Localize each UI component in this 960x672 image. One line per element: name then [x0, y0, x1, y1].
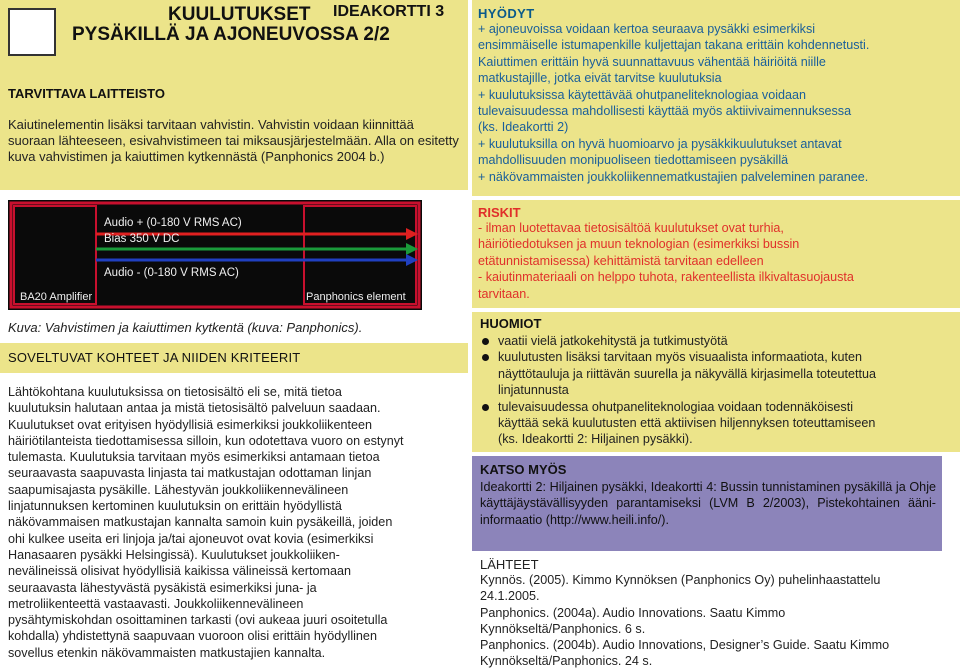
criteria-line: metroliikenteettä vastaavasti. Joukkoliikennevälineen: [8, 596, 304, 611]
criteria-line: pysähtymiskohdan osoittaminen tarkasti (ovi aukeaa juuri osoitetulla: [8, 613, 388, 628]
amplifier-connection-diagram: [8, 200, 422, 310]
equipment-heading: TARVITTAVA LAITTEISTO: [8, 86, 165, 101]
label-amplifier: BA20 Amplifier: [20, 291, 93, 303]
criteria-heading: SOVELTUVAT KOHTEET JA NIIDEN KRITEERIT: [8, 350, 301, 365]
list-item: [480, 349, 954, 398]
label-element: Panphonics element: [306, 291, 406, 303]
reference-line: Kynnökseltä/Panphonics. 24 s.: [480, 654, 653, 669]
criteria-line: seuraavasta saapuvasta linjasta tai matkustajan odottaman linjan: [8, 466, 372, 481]
criteria-line: ohi kulkee useita eri linjoja ja/tai ajoneuvot ovat kovia (esimerkiksi: [8, 531, 374, 546]
benefits-heading: HYÖDYT: [478, 6, 535, 21]
benefits-line: + näkövammaisten joukkoliikennematkustajien palveleminen paranee.: [478, 169, 869, 184]
reference-line: Panphonics. (2004a). Audio Innovations. Saatu Kimmo: [480, 605, 786, 620]
criteria-heading-panel: [0, 343, 468, 373]
criteria-line: sovellus etenkin näkövammaisten matkustajien kannalta.: [8, 645, 326, 660]
benefits-line: matkustajille, jotka eivät tarvitse kuulutuksia: [478, 71, 722, 86]
bullet-icon: [482, 404, 489, 411]
criteria-line: Hanasaaren pysäkki Helsingissä). Kuulutukset joukkoliiken-: [8, 547, 340, 562]
note-line: tulevaisuudessa ohutpaneliteknologiaa voidaan todennäköisesti: [498, 399, 853, 414]
criteria-text: [8, 384, 470, 661]
reference-line: Kynnökseltä/Panphonics. 6 s.: [480, 621, 646, 636]
benefits-line: ensimmäiselle istumapenkille kuljettajan takana erittäin kohdennetusti.: [478, 38, 870, 53]
benefits-line: mahdollisuuden monipuoliseen tiedottamiseen pysäkillä: [478, 153, 789, 168]
risks-line: häiriötiedotuksen ja muun teknologian (esimerkiksi bussin: [478, 237, 800, 252]
notes-heading: HUOMIOT: [480, 316, 542, 331]
criteria-line: näkövammaisen matkustajan kannalta samoin kuin pysäkeillä, joiden: [8, 515, 393, 530]
see-also-section: [472, 456, 942, 551]
note-line: kuulutusten lisäksi tarvitaan myös visuaalista informaatiota, kuten: [498, 350, 862, 365]
benefits-line: tulevaisuudessa mahdollisesti käyttää myös aktiivivaimennuksessa: [478, 104, 852, 119]
benefits-line: + kuulutuksissa käytettävää ohutpaneliteknologiaa voidaan: [478, 87, 807, 102]
risks-section: [472, 200, 960, 308]
benefits-line: + ajoneuvoissa voidaan kertoa seuraava pysäkki esimerkiksi: [478, 22, 816, 36]
notes-list: [480, 333, 954, 448]
references-section: [480, 557, 960, 670]
benefits-line: Kaiuttimen erittäin hyvä suunnattavuus vähentää häiriöitä niille: [478, 54, 826, 69]
risks-line: - kaiutinmateriaali on helppo tuhota, rakenteellista ilkivaltasuojausta: [478, 270, 854, 285]
benefits-line: + kuulutuksilla on hyvä huomioarvo ja pysäkkikuulutukset antavat: [478, 136, 842, 151]
note-line: käyttää sekä kuulutusten että aktiivisen hiljennyksen toteuttamiseen: [498, 416, 876, 431]
note-line: linjatunnusta: [498, 383, 569, 398]
benefits-line: (ks. Ideakortti 2): [478, 120, 569, 135]
risks-line: tarvitaan.: [478, 286, 530, 301]
title-logo-square: [8, 8, 56, 56]
reference-line: Kynnös. (2005). Kimmo Kynnöksen (Panphonics Oy) puhelinhaastattelu: [480, 573, 881, 587]
equipment-section: [0, 64, 468, 190]
idea-card-label: IDEAKORTTI 3: [333, 3, 445, 20]
figure-caption: Kuva: Vahvistimen ja kaiuttimen kytkentä (kuva: Panphonics).: [8, 320, 363, 335]
list-item: [480, 333, 954, 349]
bullet-icon: [482, 338, 489, 345]
criteria-line: tulemasta. Kuulutuksia tarvitaan myös esimerkiksi antamaan tietoa: [8, 450, 380, 465]
criteria-line: saapumisajasta pysäkille. Lähestyvän joukkoliikennevälineen: [8, 482, 349, 497]
criteria-line: seuraavasta lähestyvästä pysäkistä esimerkiksi juna- ja: [8, 580, 317, 595]
criteria-line: häiriötilanteista tiedottamisessa silloin, kun odotettava vuoro on estynyt: [8, 433, 404, 448]
list-item: [480, 399, 954, 448]
bullet-icon: [482, 354, 489, 361]
risks-line: etätunnistamisessa) kehittämistä tarvitaan edelleen: [478, 253, 764, 268]
references-heading: LÄHTEET: [480, 557, 539, 572]
risks-line: - ilman luotettavaa tietosisältöä kuulutukset ovat turhia,: [478, 221, 784, 235]
criteria-line: kuulutuksin halutaan antaa ja mistä tietosisältö palveluun saadaan.: [8, 401, 381, 416]
benefits-section: [472, 0, 960, 196]
see-also-text: Ideakortti 2: Hiljainen pysäkki, Ideakortti 4: Bussin tunnistaminen pysäkillä ja Ohje käyttäjäystävällisyyden parantamiseksi (LVM B 2/2003), Pistekohtainen ääni-informaatio (http://www.heili.info/).: [480, 480, 936, 527]
reference-line: 24.1.2005.: [480, 589, 540, 604]
notes-section: [472, 312, 960, 452]
criteria-line: nevälineissä olisivat hyödyllisiä kaikissa välineissä kertomaan: [8, 564, 351, 579]
page-title-line2: PYSÄKILLÄ JA AJONEUVOSSA 2/2: [72, 24, 390, 45]
page-title-line1: KUULUTUKSET: [168, 4, 311, 25]
label-audio-minus: Audio - (0-180 V RMS AC): [104, 267, 239, 279]
criteria-line: linjatunnuksen kertominen kuulutuksin on erittäin hyödyllistä: [8, 499, 342, 514]
see-also-heading: KATSO MYÖS: [480, 462, 567, 477]
note-line: näyttötauluja ja riittävän suurella ja näkyvällä kirjasimella toteutettua: [498, 366, 877, 381]
reference-line: Panphonics. (2004b). Audio Innovations, Designer’s Guide. Saatu Kimmo: [480, 638, 890, 653]
risks-heading: RISKIT: [478, 205, 521, 220]
criteria-line: kohdalla) yhdistettynä saapuvaan vuoroon olisi erittäin hyödyllinen: [8, 629, 377, 644]
note-line: vaatii vielä jatkokehitystä ja tutkimustyötä: [498, 334, 728, 348]
criteria-line: Kuulutukset ovat erityisen hyödyllisiä esimerkiksi joukkoliikenteen: [8, 417, 372, 432]
label-audio-plus: Audio + (0-180 V RMS AC): [104, 217, 242, 229]
equipment-text: Kaiutinelementin lisäksi tarvitaan vahvistin. Vahvistin voidaan kiinnittää suoraan lähteeseen, esivahvistimeen tai miksausjärjestelmään. Alla on esitetty kuva vahvistimen ja kaiuttimen kytkennästä (Panphonics 2004 b.): [8, 117, 459, 164]
criteria-line: Lähtökohtana kuulutuksissa on tietosisältö eli se, mitä tietoa: [8, 385, 342, 399]
label-bias: Bias 350 V DC: [104, 233, 180, 245]
note-line: (ks. Ideakortti 2: Hiljainen pysäkki).: [498, 432, 693, 447]
